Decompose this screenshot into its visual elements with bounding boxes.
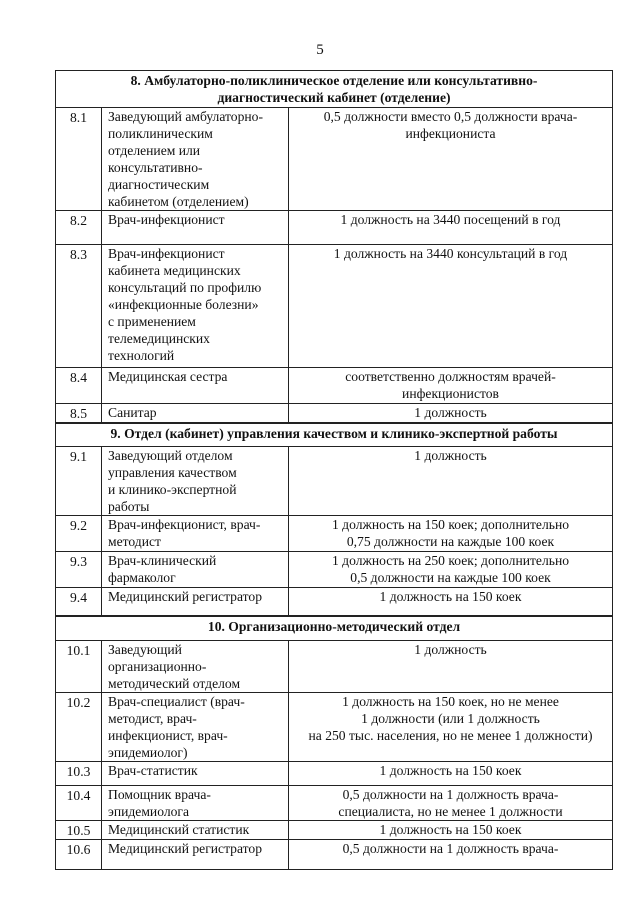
row-number: 8.4 [56, 368, 102, 404]
table-row [56, 785, 613, 820]
position-name: Врач-инфекционист кабинета медицинских консультаций по профилю «инфекционные болезни» с применением телемедицинских технологий [102, 245, 289, 368]
position-name: Врач-инфекционист, врач- методист [102, 515, 289, 551]
staffing-norm: 1 должность [289, 404, 613, 424]
position-name: Врач-клинический фармаколог [102, 551, 289, 587]
row-number: 9.1 [56, 446, 102, 515]
staffing-norm: 0,5 должности вместо 0,5 должности врача- инфекциониста [289, 108, 613, 211]
staffing-norm: 1 должность на 250 коек; дополнительно 0,5 должности на каждые 100 коек [289, 551, 613, 587]
table-row [56, 108, 613, 211]
staffing-norm: 1 должность на 150 коек [289, 587, 613, 616]
row-number: 10.5 [56, 820, 102, 839]
staffing-norm: 1 должность на 150 коек; дополнительно 0,75 должности на каждые 100 коек [289, 515, 613, 551]
staffing-table [55, 70, 613, 870]
staffing-norm: 1 должность на 3440 посещений в год [289, 211, 613, 245]
position-name: Медицинская сестра [102, 368, 289, 404]
position-name: Заведующий организационно- методический отделом [102, 640, 289, 692]
row-number: 8.3 [56, 245, 102, 368]
staffing-norm: 0,5 должности на 1 должность врача- [289, 839, 613, 869]
section-title: 8. Амбулаторно-поликлиническое отделение или консультативно- диагностический кабинет (отделение) [56, 71, 613, 108]
staffing-norm: 1 должность на 150 коек, но не менее 1 должности (или 1 должность на 250 тыс. населения, но не менее 1 должности) [289, 692, 613, 761]
position-name: Помощник врача- эпидемиолога [102, 785, 289, 820]
row-number: 9.2 [56, 515, 102, 551]
staffing-norm: соответственно должностям врачей- инфекционистов [289, 368, 613, 404]
row-number: 10.1 [56, 640, 102, 692]
position-name: Медицинский регистратор [102, 839, 289, 869]
row-number: 8.1 [56, 108, 102, 211]
table-row [56, 692, 613, 761]
staffing-norm: 1 должность [289, 640, 613, 692]
table-row [56, 211, 613, 245]
staffing-norm: 1 должность [289, 446, 613, 515]
row-number: 8.5 [56, 404, 102, 424]
row-number: 10.2 [56, 692, 102, 761]
table-row [56, 640, 613, 692]
table-row [56, 551, 613, 587]
table-row [56, 839, 613, 869]
table-row [56, 515, 613, 551]
row-number: 8.2 [56, 211, 102, 245]
table-row [56, 761, 613, 785]
section-header-row [56, 423, 613, 446]
staffing-norm: 0,5 должности на 1 должность врача- специалиста, но не менее 1 должности [289, 785, 613, 820]
position-name: Медицинский регистратор [102, 587, 289, 616]
page-number: 5 [316, 42, 324, 58]
position-name: Врач-специалист (врач- методист, врач- инфекционист, врач- эпидемиолог) [102, 692, 289, 761]
table-row [56, 245, 613, 368]
table-row [56, 404, 613, 424]
staffing-table-body [56, 71, 613, 870]
table-row [56, 368, 613, 404]
row-number: 10.6 [56, 839, 102, 869]
row-number: 9.3 [56, 551, 102, 587]
position-name: Заведующий отделом управления качеством и клинико-экспертной работы [102, 446, 289, 515]
position-name: Санитар [102, 404, 289, 424]
section-title: 9. Отдел (кабинет) управления качеством и клинико-экспертной работы [56, 423, 613, 446]
section-header-row [56, 616, 613, 640]
row-number: 10.3 [56, 761, 102, 785]
row-number: 9.4 [56, 587, 102, 616]
position-name: Врач-статистик [102, 761, 289, 785]
table-row [56, 446, 613, 515]
staffing-norm: 1 должность на 150 коек [289, 761, 613, 785]
row-number: 10.4 [56, 785, 102, 820]
position-name: Врач-инфекционист [102, 211, 289, 245]
section-header-row [56, 71, 613, 108]
position-name: Медицинский статистик [102, 820, 289, 839]
table-row [56, 820, 613, 839]
staffing-norm: 1 должность на 3440 консультаций в год [289, 245, 613, 368]
table-row [56, 587, 613, 616]
staffing-norm: 1 должность на 150 коек [289, 820, 613, 839]
position-name: Заведующий амбулаторно- поликлиническим отделением или консультативно- диагностическим кабинетом (отделением) [102, 108, 289, 211]
section-title: 10. Организационно-методический отдел [56, 616, 613, 640]
